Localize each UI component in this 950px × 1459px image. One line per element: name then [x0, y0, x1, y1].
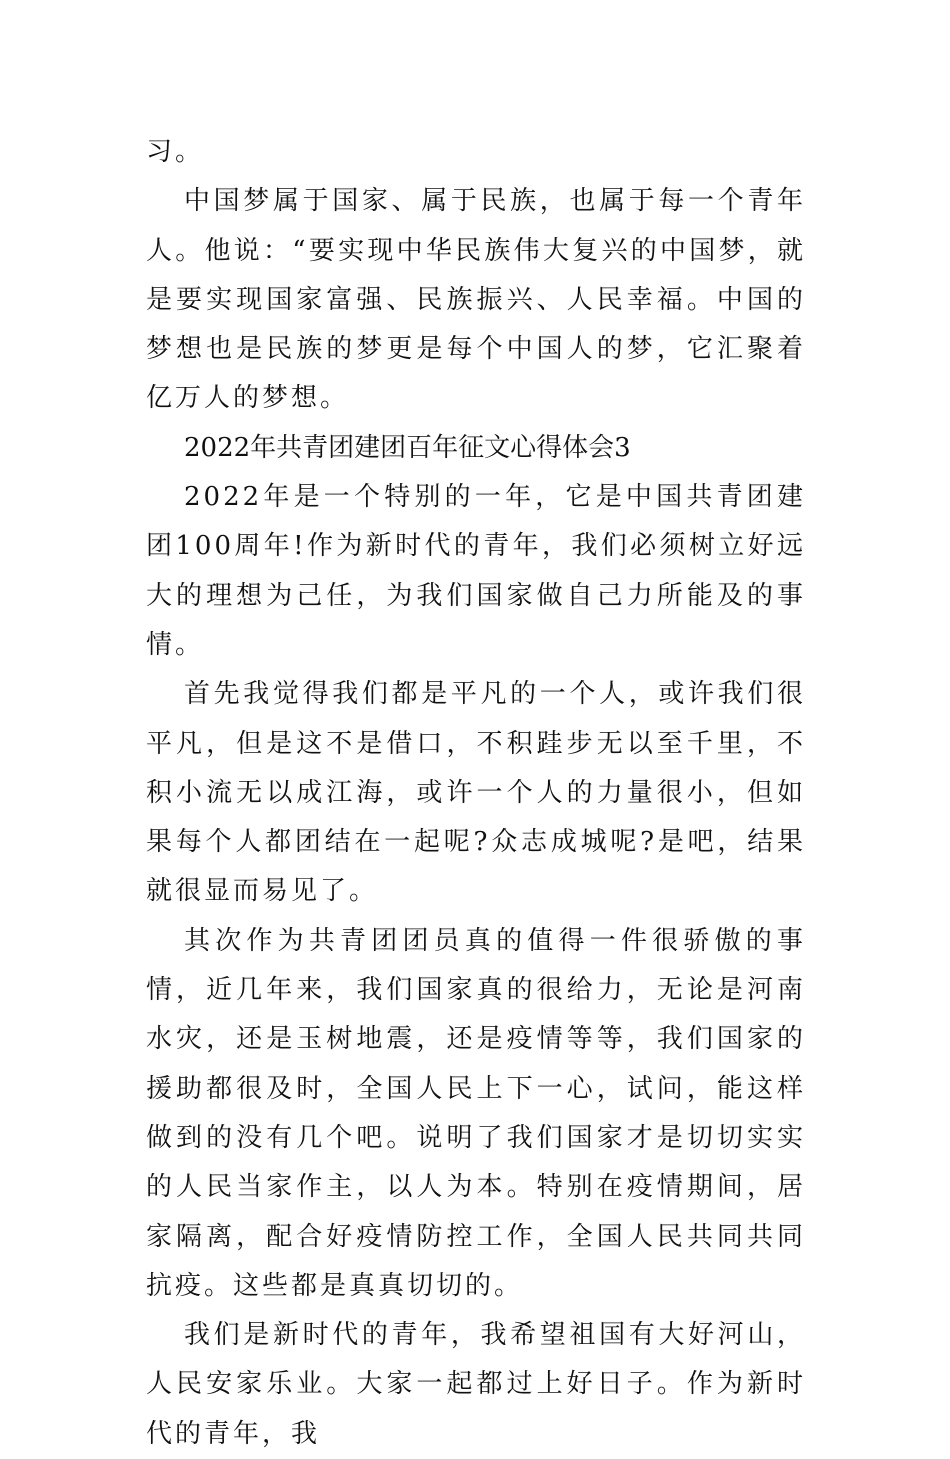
section-heading: 2022年共青团建团百年征文心得体会3 [184, 432, 631, 463]
paragraph-league-member: 其次作为共青团团员真的值得一件很骄傲的事情，近几年来，我们国家真的很给力，无论是河南水灾，还是玉树地震，还是疫情等等，我们国家的援助都很及时，全国人民上下一心，试问，能这样做到的没有几个吧。说明了我们国家才是切切实实的人民当家作主，以人为本。特别在疫情期间，居家隔离，配合好疫情防控工作，全国人民共同共同抗疫。这些都是真真切切的。 [146, 925, 806, 1301]
paragraph-new-era-youth: 我们是新时代的青年，我希望祖国有大好河山，人民安家乐业。大家一起都过上好日子。作为新时代的青年，我 [146, 1320, 806, 1449]
paragraph-ordinary-people: 首先我觉得我们都是平凡的一个人，或许我们很平凡，但是这不是借口，不积跬步无以至千里，不积小流无以成江海，或许一个人的力量很小，但如果每个人都团结在一起呢?众志成城呢?是吧，结果就很显而易见了。 [146, 679, 806, 907]
paragraph-continuation: 习。 [146, 137, 205, 167]
paragraph-centenary: 2022年是一个特别的一年，它是中国共青团建团100周年!作为新时代的青年，我们必须树立好远大的理想为己任，为我们国家做自己力所能及的事情。 [146, 482, 806, 660]
paragraph-chinese-dream: 中国梦属于国家、属于民族，也属于每一个青年人。他说：“要实现中华民族伟大复兴的中国梦，就是要实现国家富强、民族振兴、人民幸福。中国的梦想也是民族的梦更是每个中国人的梦，它汇聚着亿万人的梦想。 [146, 186, 806, 414]
document-body [146, 128, 806, 1459]
